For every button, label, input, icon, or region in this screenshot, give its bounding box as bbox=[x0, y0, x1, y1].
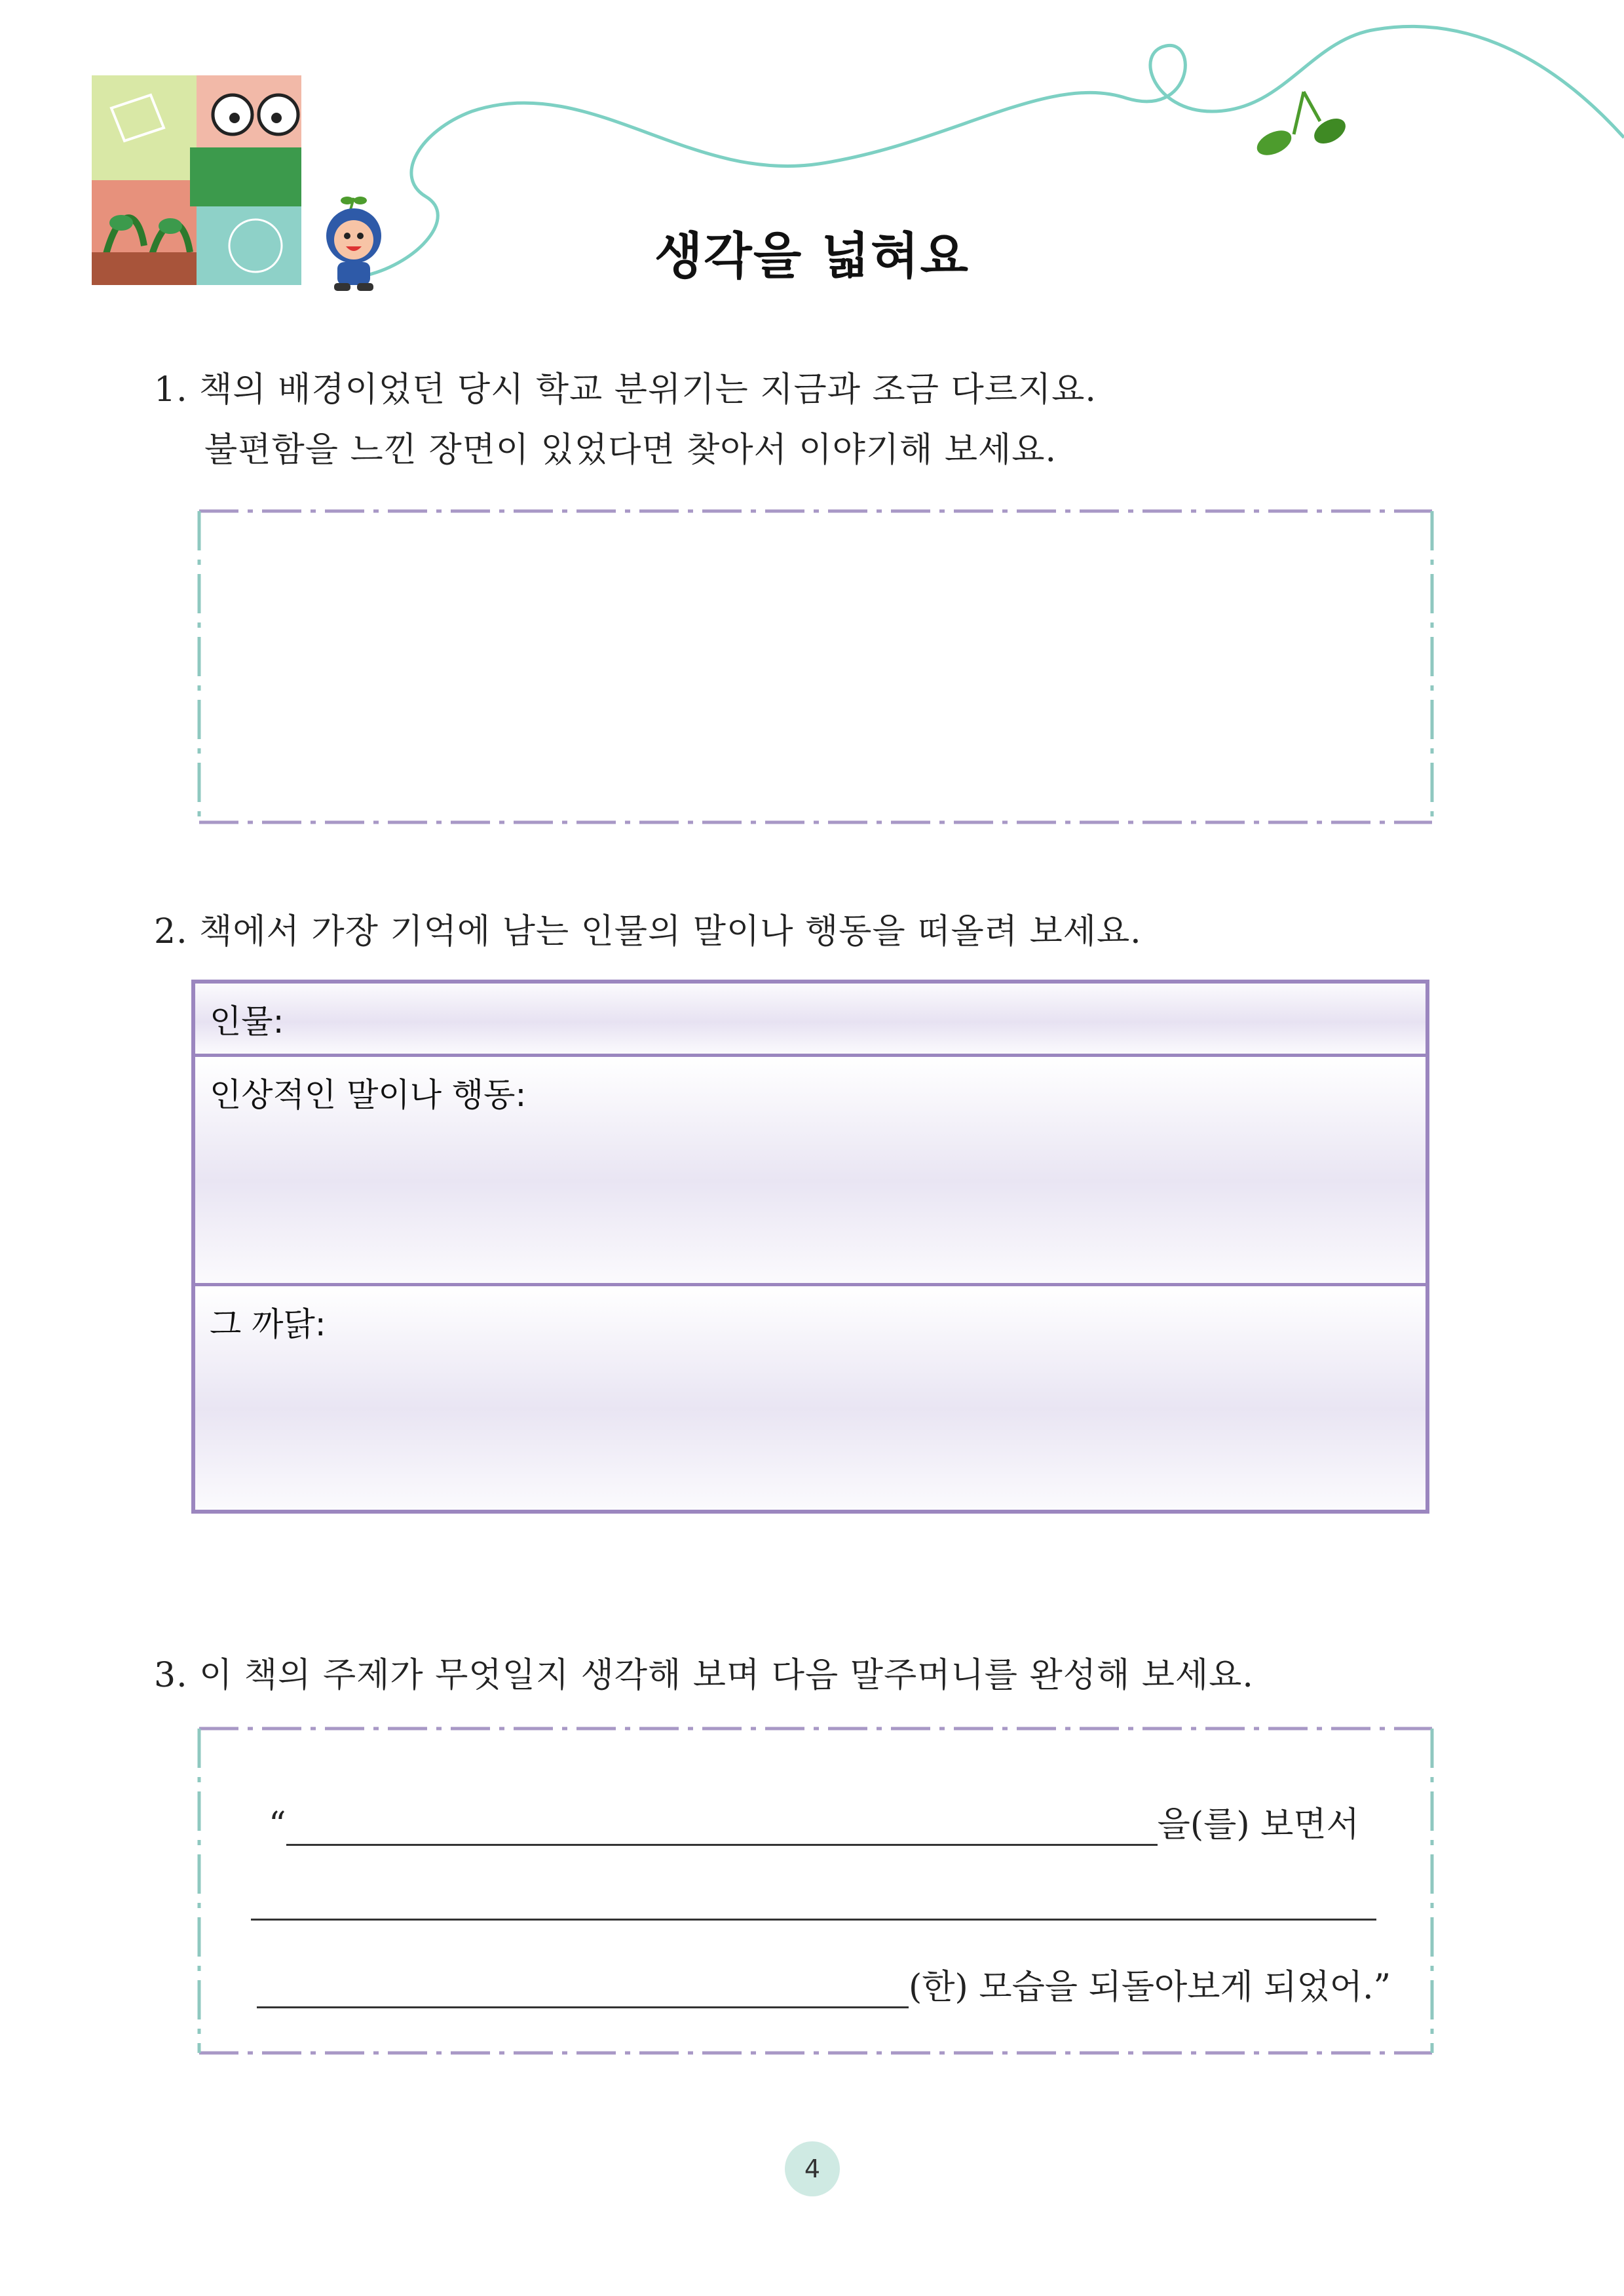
memorable-action-label: 인상적인 말이나 행동: bbox=[210, 1076, 527, 1114]
fill-line-3 bbox=[257, 1959, 1391, 2008]
open-quote: “ bbox=[269, 1805, 286, 1845]
blank-1[interactable] bbox=[286, 1807, 1158, 1846]
blank-2[interactable] bbox=[251, 1919, 1376, 1921]
question-1-line-2: 불편함을 느낀 장면이 있었다면 찾아서 이야기해 보세요. bbox=[204, 430, 1057, 470]
page-title: 생각을 넓혀요 bbox=[654, 227, 970, 285]
reason-label: 그 까닭: bbox=[210, 1305, 326, 1343]
blank-3[interactable] bbox=[257, 1970, 909, 2008]
question-3: 3. 이 책의 주제가 무엇일지 생각해 보며 다음 말주머니를 완성해 보세요. bbox=[154, 1656, 1254, 1695]
suffix-3: (한) 모습을 되돌아보게 되었어.” bbox=[909, 1968, 1391, 2007]
question-2: 2. 책에서 가장 기억에 남는 인물의 말이나 행동을 떠올려 보세요. bbox=[154, 912, 1142, 951]
question-1-line-1: 1. 책의 배경이었던 당시 학교 분위기는 지금과 조금 다르지요. bbox=[154, 370, 1097, 410]
reason-row[interactable] bbox=[195, 1286, 1426, 1510]
character-label: 인물: bbox=[210, 1003, 284, 1041]
fill-line-1 bbox=[269, 1797, 1359, 1846]
page-number-badge: 4 bbox=[785, 2141, 840, 2196]
sprout-leaves-icon bbox=[1253, 92, 1350, 160]
character-row[interactable] bbox=[195, 984, 1426, 1057]
character-table bbox=[191, 980, 1429, 1514]
memorable-action-row[interactable] bbox=[195, 1057, 1426, 1286]
answer-box-1[interactable] bbox=[197, 508, 1435, 826]
suffix-1: 을(를) 보면서 bbox=[1157, 1805, 1359, 1845]
